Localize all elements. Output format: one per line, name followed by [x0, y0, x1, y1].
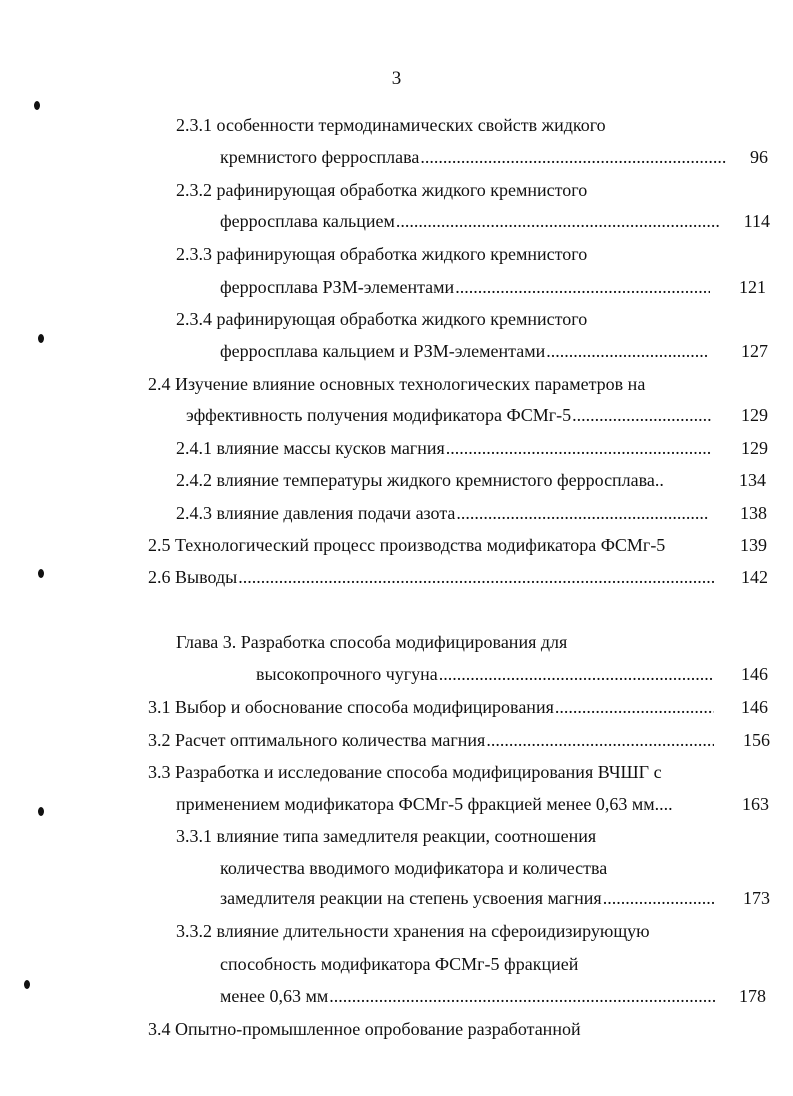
toc-entry-text: 2.3.3 рафинирующая обработка жидкого кремнистого [176, 244, 588, 264]
dot-leader [603, 887, 714, 909]
margin-mark [34, 101, 40, 110]
dot-leader [420, 146, 726, 168]
toc-page-number: 121 [739, 277, 766, 297]
toc-entry-text: замедлителя реакции на степень усвоения магния [220, 888, 602, 908]
toc-page-number: 173 [743, 888, 770, 908]
dot-leader [555, 696, 714, 718]
toc-entry-text: 2.5 Технологический процесс производства модификатора ФСМг-5 [148, 535, 666, 555]
toc-entry-text: ферросплава кальцием и РЗМ-элементами [220, 341, 546, 361]
toc-entry [148, 566, 714, 588]
toc-entry-text: 2.3.2 рафинирующая обработка жидкого кремнистого [176, 180, 588, 200]
toc-entry-text: 2.4.3 влияние давления подачи азота [176, 503, 456, 523]
toc-entry-text: 2.4 Изучение влияние основных технологических параметров на [148, 374, 646, 394]
toc-entry [148, 373, 645, 395]
toc-entry-text: ферросплава кальцием [220, 211, 395, 231]
toc-entry-text: способность модификатора ФСМг-5 фракцией [220, 954, 579, 974]
toc-entry-text: 3.1 Выбор и обоснование способа модифицирования [148, 697, 554, 717]
toc-entry [176, 469, 664, 491]
toc-entry [176, 502, 708, 524]
page-number: 3 [391, 68, 402, 89]
toc-entry-text: количества вводимого модификатора и количества [220, 858, 608, 878]
toc-entry [176, 920, 650, 942]
toc-entry [220, 210, 720, 232]
toc-page-number: 129 [741, 405, 768, 425]
dot-leader [456, 502, 708, 524]
toc-entry-text: менее 0,63 мм [220, 986, 329, 1006]
toc-page-number: 129 [741, 438, 768, 458]
toc-entry-text: ферросплава РЗМ-элементами [220, 277, 455, 297]
toc-entry [220, 953, 578, 975]
dot-leader [329, 985, 716, 1007]
toc-page-number: 139 [740, 535, 767, 555]
toc-entry [220, 887, 714, 909]
toc-entry [176, 793, 673, 815]
chapter-heading [176, 631, 567, 653]
toc-entry-text: высокопрочного чугуна [256, 664, 438, 684]
toc-entry-text: Глава 3. Разработка способа модифицирования для [176, 632, 568, 652]
toc-entry [176, 179, 587, 201]
dot-leader [446, 437, 712, 459]
toc-page-number: 156 [743, 730, 770, 750]
toc-entry [186, 404, 712, 426]
toc-entry [220, 985, 716, 1007]
dot-leader [396, 210, 720, 232]
toc-entry [148, 534, 665, 556]
toc-entry-text: 3.3.2 влияние длительности хранения на сфероидизирующую [176, 921, 650, 941]
toc-entry [148, 761, 662, 783]
dot-leader [572, 404, 712, 426]
toc-page-number: 134 [739, 470, 766, 490]
toc-entry [220, 857, 607, 879]
toc-entry-text: 3.2 Расчет оптимального количества магния [148, 730, 486, 750]
toc-entry-text: 2.6 Выводы [148, 567, 238, 587]
toc-entry [176, 308, 587, 330]
toc-entry [148, 1018, 581, 1040]
toc-entry [220, 340, 708, 362]
toc-entry-text: 2.4.1 влияние массы кусков магния [176, 438, 445, 458]
toc-page-number: 163 [742, 794, 769, 814]
toc-entry [176, 114, 606, 136]
toc-page-number: 146 [741, 697, 768, 717]
dot-leader [486, 729, 714, 751]
toc-entry-text: 2.4.2 влияние температуры жидкого кремнистого ферросплава.. [176, 470, 664, 490]
toc-page-number: 178 [739, 986, 766, 1006]
dot-leader [238, 566, 714, 588]
toc-entry [148, 729, 714, 751]
margin-mark [38, 334, 44, 343]
toc-entry-text: 2.3.4 рафинирующая обработка жидкого кремнистого [176, 309, 588, 329]
margin-mark [38, 807, 44, 816]
toc-page-number: 127 [741, 341, 768, 361]
toc-page-number: 138 [740, 503, 767, 523]
toc-entry-text: 3.4 Опытно-промышленное опробование разработанной [148, 1019, 581, 1039]
dot-leader [546, 340, 708, 362]
toc-entry-text: 2.3.1 особенности термодинамических свойств жидкого [176, 115, 606, 135]
toc-page-number: 142 [741, 567, 768, 587]
margin-mark [24, 980, 30, 989]
toc-entry [176, 437, 712, 459]
toc-entry [220, 146, 726, 168]
toc-entry-text: кремнистого ферросплава [220, 147, 420, 167]
dot-leader [455, 276, 710, 298]
toc-entry-text: эффективность получения модификатора ФСМг-5 [186, 405, 572, 425]
toc-entry [176, 825, 596, 847]
toc-entry-text: 3.3.1 влияние типа замедлителя реакции, соотношения [176, 826, 597, 846]
toc-entry-text: применением модификатора ФСМг-5 фракцией менее 0,63 мм.... [176, 794, 673, 814]
toc-entry-text: 3.3 Разработка и исследование способа модифицирования ВЧШГ с [148, 762, 662, 782]
toc-entry [220, 276, 710, 298]
toc-entry [256, 663, 714, 685]
toc-page-number: 146 [741, 664, 768, 684]
toc-page-number: 114 [743, 211, 770, 231]
margin-mark [38, 569, 44, 578]
toc-entry [148, 696, 714, 718]
toc-page-number: 96 [750, 147, 768, 167]
toc-entry [176, 243, 587, 265]
dot-leader [439, 663, 714, 685]
